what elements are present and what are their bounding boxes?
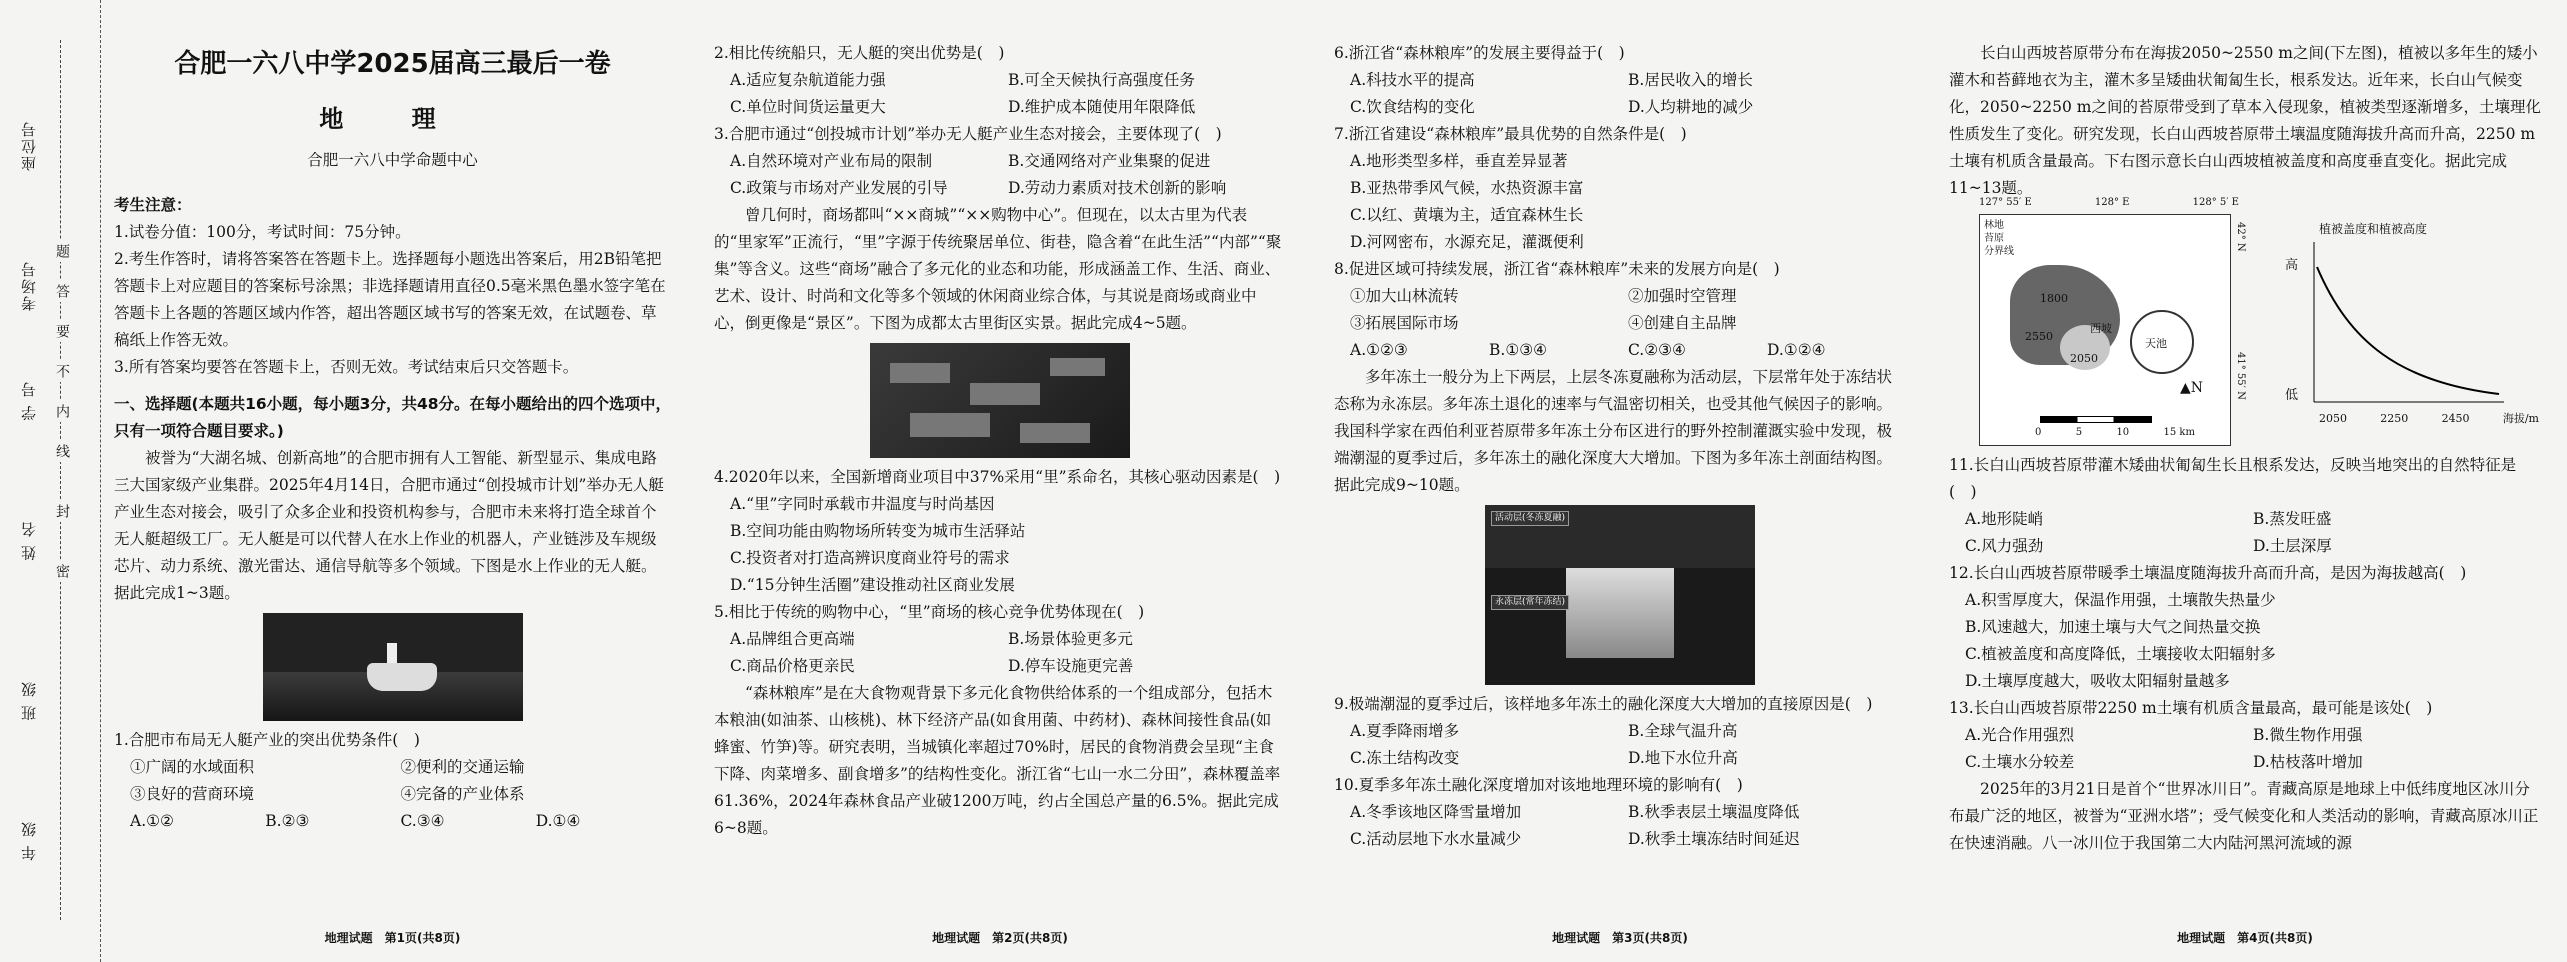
q6-options: [1334, 67, 1906, 121]
q9-options: [1334, 718, 1906, 772]
scale-bar: [2040, 416, 2152, 423]
organizer: 合肥一六八中学命题中心: [307, 151, 478, 169]
question-2: 2.相比传统船只，无人艇的突出优势是( ): [714, 44, 1005, 62]
question-13: 13.长白山西坡苔原带2250 m土壤有机质含量最高，最可能是该处( ): [1949, 699, 2433, 717]
graph-y-low: 低: [2285, 388, 2299, 403]
q11-option: B.蒸发旺盛: [2253, 510, 2332, 528]
q13-options: [1949, 722, 2541, 776]
q13-option: B.微生物作用强: [2253, 726, 2363, 744]
notice-item: 2.考生作答时，请将答案答在答题卡上。选择题每小题选出答案后，用2B铅笔把答题卡上对应题目的答案标号涂黑；非选择题请用直径0.5毫米黑色墨水签字笔在答题卡上各题的答题区域内作答，超出答题区域书写的答案无效，在试题卷、草稿纸上作答无效。: [114, 250, 666, 349]
q9-option: A.夏季降雨增多: [1350, 722, 1460, 740]
x-tick: 2050: [2319, 412, 2347, 425]
lon-label: 128° E: [2094, 197, 2130, 208]
q13-option: C.土壤水分较差: [1965, 753, 2075, 771]
question-12: 12.长白山西坡苔原带暖季土壤温度随海拔升高而升高，是因为海拔越高( ): [1949, 564, 2467, 582]
page-footer: 地理试题 第3页(共8页): [1552, 931, 1688, 945]
page-3: [1320, 0, 1920, 962]
page-1: [100, 0, 685, 962]
lon-label: 127° 55′ E: [1979, 197, 2032, 208]
question-3: 3.合肥市通过“创投城市计划”举办无人艇产业生态对接会，主要体现了( ): [714, 125, 1222, 143]
seal-mark: 密: [52, 560, 72, 582]
q5-option: A.品牌组合更高端: [730, 630, 855, 648]
exam-room-label: 考场号: [20, 260, 38, 311]
q7-option: C.以红、黄壤为主，适宜森林生长: [1350, 206, 1584, 224]
q4-option: B.空间功能由购物场所转变为城市生活驿站: [730, 522, 1026, 540]
taikoo-li-photo: [870, 343, 1130, 458]
changbai-map: [1979, 214, 2231, 446]
q3-option: B.交通网络对产业集聚的促进: [1008, 152, 1211, 170]
q1-answer: B.②③: [265, 812, 310, 830]
legend-forest: 林地: [1984, 220, 2004, 231]
q13-option: A.光合作用强烈: [1965, 726, 2075, 744]
q5-option: D.停车设施更完善: [1008, 657, 1134, 675]
q9-option: B.全球气温升高: [1628, 722, 1738, 740]
question-10: 10.夏季多年冻土融化深度增加对该地地理环境的影响有( ): [1334, 776, 1743, 794]
q6-option: A.科技水平的提高: [1350, 71, 1475, 89]
question-5: 5.相比于传统的购物中心，“里”商场的核心竞争优势体现在( ): [714, 603, 1145, 621]
q12-options: [1949, 587, 2541, 695]
binding-margin: [0, 0, 101, 962]
q4-option: C.投资者对打造高辨识度商业符号的需求: [730, 549, 1010, 567]
page-footer: 地理试题 第1页(共8页): [324, 931, 461, 945]
q8-options: [1334, 283, 1906, 337]
scale-label: 10: [2116, 427, 2130, 438]
seal-mark: 答: [52, 280, 72, 302]
north-arrow-icon: ▲N: [2180, 380, 2204, 396]
notice-heading: 考生注意：: [114, 196, 192, 214]
drone-boat-photo: [263, 613, 523, 721]
q1-options: [114, 754, 671, 808]
q10-options: [1334, 799, 1906, 853]
q4-option: D.“15分钟生活圈”建设推动社区商业发展: [730, 576, 1015, 594]
q3-option: C.政策与市场对产业发展的引导: [730, 179, 948, 197]
seal-mark: 线: [52, 440, 72, 462]
active-layer-label: 活动层(冬冻夏融): [1491, 511, 1569, 526]
graph-y-high: 高: [2285, 258, 2299, 273]
q12-option: A.积雪厚度大，保温作用强，土壤散失热量少: [1965, 591, 2276, 609]
x-axis-label: 海拔/m: [2502, 412, 2539, 425]
q3-option: A.自然环境对产业布局的限制: [730, 152, 933, 170]
q5-option: C.商品价格更亲民: [730, 657, 855, 675]
scale-label: 0: [2035, 427, 2042, 438]
question-11: 11.长白山西坡苔原带灌木矮曲状匍匐生长且根系发达，反映当地突出的自然特征是( ): [1949, 456, 2517, 501]
q1-answer: C.③④: [400, 812, 445, 830]
q8-answer: D.①②④: [1767, 341, 1826, 359]
q1-option: ②便利的交通运输: [400, 758, 525, 776]
section-heading: 一、选择题(本题共16小题，每小题3分，共48分。在每小题给出的四个选项中，只有一项符合题目要求。): [114, 395, 672, 440]
q11-options: [1949, 506, 2541, 560]
contour-label: 2050: [2070, 352, 2098, 365]
q1-answer: D.①④: [535, 812, 581, 830]
q10-option: C.活动层地下水水量减少: [1350, 830, 1522, 848]
q12-option: D.土壤厚度越大，吸收太阳辐射量越多: [1965, 672, 2230, 690]
permafrost-profile-photo: [1485, 505, 1755, 685]
question-6: 6.浙江省“森林粮库”的发展主要得益于( ): [1334, 44, 1625, 62]
q10-option: B.秋季表层土壤温度降低: [1628, 803, 1800, 821]
q7-options: [1334, 148, 1906, 256]
permafrost-layer-label: 永冻层(常年冻结): [1491, 595, 1569, 610]
q2-option: C.单位时间货运量更大: [730, 98, 886, 116]
question-4: 4.2020年以来，全国新增商业项目中37%采用“里”系命名，其核心驱动因素是( ): [714, 468, 1281, 486]
grade-label: 年 级: [20, 820, 38, 861]
intro-passage-3: “森林粮库”是在大食物观背景下多元化食物供给体系的一个组成部分，包括木本粮油(如油茶、山核桃)、林下经济产品(如食用菌、中药材)、森林间接性食品(如蜂蜜、竹笋)等。研究表明，当城镇化率超过70%时，居民的食物消费会呈现“主食下降、肉菜增多、副食增多”的结构性变化。浙江省“七山一水二分田”，森林覆盖率61.36%，2024年森林食品产业破1200万吨，约占全国总产量的6.5%。据此完成6~8题。: [714, 684, 1281, 837]
student-id-label: 学 号: [20, 380, 38, 421]
page-2: [700, 0, 1300, 962]
q9-option: C.冻土结构改变: [1350, 749, 1460, 767]
q9-option: D.地下水位升高: [1628, 749, 1738, 767]
q8-answer: B.①③④: [1489, 341, 1548, 359]
q7-option: D.河网密布，水源充足，灌溉便利: [1350, 233, 1584, 251]
q4-options: [714, 491, 1286, 599]
intro-passage-6: 2025年的3月21日是首个“世界冰川日”。青藏高原是地球上中低纬度地区冰川分布最广泛的地区，被誉为“亚洲水塔”；受气候变化和人类活动的影响，青藏高原冰川正在快速消融。八一冰川位于我国第二大内陆河黑河流域的源: [1949, 780, 2539, 852]
map-legend: [1984, 219, 2014, 258]
notice-item: 3.所有答案均要答在答题卡上，否则无效。考试结束后只交答题卡。: [114, 358, 579, 376]
contour-label: 2550: [2025, 330, 2053, 343]
question-8: 8.促进区域可持续发展，浙江省“森林粮库”未来的发展方向是( ): [1334, 260, 1780, 278]
q2-options: [714, 67, 1286, 121]
q6-option: B.居民收入的增长: [1628, 71, 1753, 89]
seal-mark: 题: [52, 240, 72, 262]
seal-mark: 要: [52, 320, 72, 342]
seal-line: [60, 40, 61, 920]
q8-option: ①加大山林流转: [1350, 287, 1459, 305]
graph-title: 植被盖度和植被高度: [2319, 222, 2428, 236]
x-tick: 2450: [2441, 412, 2470, 425]
q1-answer: A.①②: [130, 812, 174, 830]
legend-boundary: 分界线: [1984, 246, 2014, 257]
q11-option: D.土层深厚: [2253, 537, 2332, 555]
subject-title: 地 理: [319, 105, 466, 133]
x-tick: 2250: [2380, 412, 2409, 425]
q3-option: D.劳动力素质对技术创新的影响: [1008, 179, 1227, 197]
q8-option: ④创建自主品牌: [1628, 314, 1737, 332]
q1-option: ①广阔的水域面积: [130, 758, 255, 776]
page-footer: 地理试题 第2页(共8页): [932, 931, 1068, 945]
q2-option: D.维护成本随使用年限降低: [1008, 98, 1196, 116]
lat-label: 42° N: [2235, 222, 2246, 252]
q1-option: ③良好的营商环境: [130, 785, 255, 803]
lat-label: 41° 55′ N: [2235, 352, 2246, 400]
exam-title: 合肥一六八中学2025届高三最后一卷: [174, 49, 611, 79]
question-1: 1.合肥市布局无人艇产业的突出优势条件( ): [114, 731, 420, 749]
question-7: 7.浙江省建设“森林粮库”最具优势的自然条件是( ): [1334, 125, 1687, 143]
q11-option: A.地形陡峭: [1965, 510, 2044, 528]
seal-mark: 不: [52, 360, 72, 382]
q8-answer: A.①②③: [1350, 341, 1408, 359]
class-label: 班 级: [20, 680, 38, 721]
graph-x-labels: [2319, 412, 2539, 425]
map-lon-top: [1979, 196, 2239, 210]
q2-option: A.适应复杂航道能力强: [730, 71, 886, 89]
legend-tundra: 苔原: [1984, 233, 2004, 244]
page-footer: 地理试题 第4页(共8页): [2177, 931, 2313, 945]
west-slope-label: 西坡: [2090, 322, 2112, 335]
intro-passage-5: 长白山西坡苔原带分布在海拔2050~2550 m之间(下左图)，植被以多年生的矮小灌木和苔藓地衣为主，灌木多呈矮曲状匍匐生长，根系发达。近年来，长白山气候变化，2050~2250 m之间的苔原带受到了草本入侵现象，植被类型逐渐增多，土壤理化性质发生了变化。研究发现，长白山西坡苔原带土壤温度随海拔升高而升高，2250 m土壤有机质含量最高。下右图示意长白山西坡植被盖度和高度垂直变化。据此完成11~13题。: [1949, 44, 2542, 197]
q8-option: ②加强时空管理: [1628, 287, 1737, 305]
q8-answers: [1334, 337, 1906, 364]
scale-labels: [2035, 427, 2195, 439]
q8-answer: C.②③④: [1628, 341, 1686, 359]
tianchi-label: 天池: [2145, 337, 2167, 350]
contour-label: 1800: [2040, 292, 2068, 305]
intro-passage: 被誉为“大湖名城、创新高地”的合肥市拥有人工智能、新型显示、集成电路三大国家级产业集群。2025年4月14日，合肥市通过“创投城市计划”举办无人艇产业生态对接会，吸引了众多企业和投资机构参与，合肥市未来将打造全球首个无人艇超级工厂。无人艇是可以代替人在水上作业的机器人，产业链涉及车规级芯片、动力系统、激光雷达、通信导航等多个领域。下图是水上作业的无人艇。据此完成1~3题。: [114, 449, 664, 602]
q13-option: D.枯枝落叶增加: [2253, 753, 2363, 771]
q3-options: [714, 148, 1286, 202]
vegetation-graph: [2279, 222, 2539, 442]
lon-label: 128° 5′ E: [2192, 197, 2239, 208]
q1-option: ④完备的产业体系: [400, 785, 525, 803]
seal-mark: 封: [52, 500, 72, 522]
q10-option: A.冬季该地区降雪量增加: [1350, 803, 1522, 821]
seat-label: 座位号: [20, 120, 38, 171]
graph-plot: [2309, 242, 2509, 412]
notice-item: 1.试卷分值：100分，考试时间：75分钟。: [114, 223, 411, 241]
scale-label: 5: [2075, 427, 2083, 438]
page-4: [1935, 0, 2555, 962]
q7-option: B.亚热带季风气候，水热资源丰富: [1350, 179, 1584, 197]
q1-answers: [114, 808, 671, 835]
question-9: 9.极端潮湿的夏季过后，该样地多年冻土的融化深度大大增加的直接原因是( ): [1334, 695, 1873, 713]
q2-option: B.可全天候执行高强度任务: [1008, 71, 1195, 89]
name-label: 姓 名: [20, 520, 38, 561]
intro-passage-4: 多年冻土一般分为上下两层，上层冬冻夏融称为活动层，下层常年处于冻结状态称为永冻层。多年冻土退化的速率与气温密切相关，也受其他气候因子的影响。我国科学家在西伯利亚苔原带多年冻土分布区进行的野外控制灌溉实验中发现，极端潮湿的夏季过后，多年冻土的融化深度大大增加。下图为多年冻土剖面结构图。据此完成9~10题。: [1334, 368, 1893, 494]
q8-option: ③拓展国际市场: [1350, 314, 1459, 332]
q10-option: D.秋季土壤冻结时间延迟: [1628, 830, 1800, 848]
q5-option: B.场景体验更多元: [1008, 630, 1133, 648]
q7-option: A.地形类型多样，垂直差异显著: [1350, 152, 1568, 170]
vegetation-curve: [2317, 267, 2499, 394]
scale-label: 15 km: [2163, 427, 2195, 438]
q12-option: C.植被盖度和高度降低，土壤接收太阳辐射多: [1965, 645, 2276, 663]
q5-options: [714, 626, 1286, 680]
figures-row: [1949, 197, 2541, 452]
seal-mark: 内: [52, 400, 72, 422]
q6-option: C.饮食结构的变化: [1350, 98, 1475, 116]
intro-passage-2: 曾几何时，商场都叫“××商城”“××购物中心”。但现在，以太古里为代表的“里家军”正流行，“里”字源于传统聚居单位、街巷，隐含着“在此生活”“内部”“聚集”等含义。这些“商场”融合了多元化的业态和功能，形成涵盖工作、生活、商业、艺术、设计、时尚和文化等多个领域的休闲商业综合体，与其说是商场或商业中心，倒更像是“景区”。下图为成都太古里街区实景。据此完成4~5题。: [714, 206, 1282, 332]
q4-option: A.“里”字同时承载市井温度与时尚基因: [730, 495, 995, 513]
q11-option: C.风力强劲: [1965, 537, 2044, 555]
q6-option: D.人均耕地的减少: [1628, 98, 1754, 116]
q12-option: B.风速越大，加速土壤与大气之间热量交换: [1965, 618, 2261, 636]
